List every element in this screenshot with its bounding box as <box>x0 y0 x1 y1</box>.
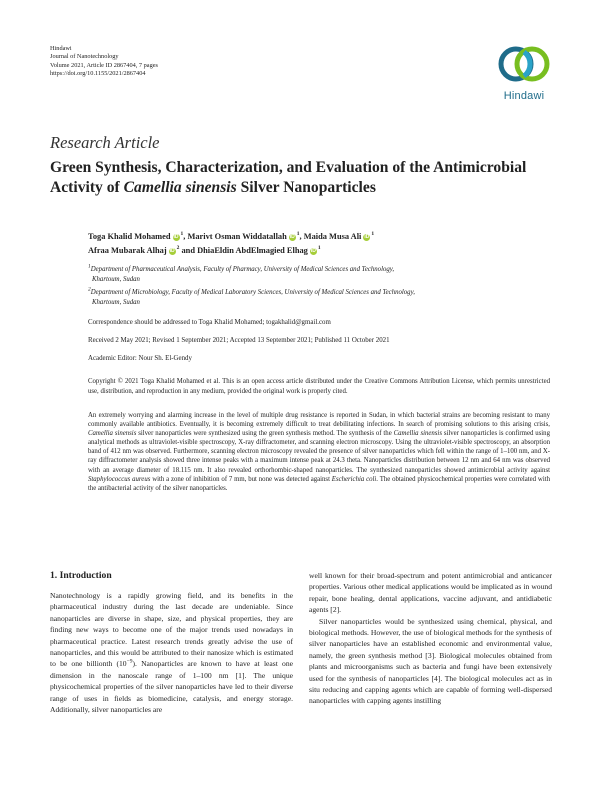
author-name[interactable]: Marivt Osman Widdatallah <box>187 232 287 241</box>
body-text: ). Nanoparticles are known to have at least one dimension in the nanoscale range of 1–100 nm [1]. The unique physicochemical properties of the silver nanoparticles have led to their diverse range of uses in fields as biomedicine, catalysis, and energy storage. Additionally, silver nanoparticles are <box>50 659 294 715</box>
affiliation-number: 1 <box>88 263 91 270</box>
journal-name: Journal of Nanotechnology <box>50 53 119 61</box>
title-italic-species: Camellia sinensis <box>123 179 237 196</box>
body-text: Nanotechnology is a rapidly growing field, and its benefits in the pharmaceutical industry during the last decade are undeniable. Since nanoparticles are diverse in shape, size, and physical properties, they are finding new ways to become one of the major trends used nowadays in pharmaceutical practice. Latest research trends greatly advise the use of nanoparticles, and this would be attributed to their nanosize which is estimated to be one billionth (10 <box>50 591 293 669</box>
article-dates: Received 2 May 2021; Revised 1 September 2021; Accepted 13 September 2021; Published 11 October 2021 <box>88 337 390 344</box>
author-name[interactable]: Toga Khalid Mohamed <box>88 232 171 241</box>
copyright-notice: Copyright © 2021 Toga Khalid Mohamed et al. This is an open access article distributed under the Creative Commons Attribution License, which permits unrestricted use, distribution, and reproduction in any medium, provided the original work is properly cited. <box>88 378 550 395</box>
abstract-species: Staphylococcus aureus <box>88 475 151 483</box>
orcid-icon[interactable]: iD <box>173 233 179 240</box>
orcid-icon[interactable]: iD <box>364 233 370 240</box>
affiliation-number: 2 <box>88 286 91 293</box>
affiliation-line: Department of Pharmaceutical Analysis, Faculty of Pharmacy, University of Medical Sciences and Technology, <box>90 266 395 273</box>
affiliation-location: Khartoum, Sudan <box>92 298 140 306</box>
abstract <box>88 411 550 493</box>
abstract-text: . The obtained physicochemical properties were correlated with the antibacterial activity of the silver nanoparticles. <box>88 475 551 492</box>
body-column-right <box>309 570 552 707</box>
orcid-icon[interactable]: iD <box>310 247 316 254</box>
correspondence: Correspondence should be addressed to Toga Khalid Mohamed; togakhalid@gmail.com <box>88 319 331 326</box>
abstract-species: Escherichia coli <box>331 475 377 483</box>
author-list <box>88 230 558 258</box>
title-part-1: Green Synthesis, Characterization, and Evaluation of the Antimicrobial Activity of <box>50 159 527 196</box>
affiliation-location: Khartoum, Sudan <box>92 275 140 283</box>
abstract-species: Camellia sinensis <box>393 430 442 438</box>
abstract-text: silver nanoparticles is confirmed using analytical methods as ultraviolet-visible spectroscopy, X-ray diffractometer, and scanning electron microscopy. Using the ultraviolet-visible spectroscopy, an absorption band of 412 nm was observed. Furthermore, scanning electron microscopy revealed the presence of silver nanoparticles which fell within the range of 1–100 nm, and X-ray diffractometer analysis showed three intense peaks with a maximum intense peak at 24.3 theta. Nanoparticles distribution between 12 nm and 64 nm was observed with an average diameter of 18.115 nm. It also revealed orthorhombic-shaped nanoparticles. The synthesized nanoparticles showed antimicrobial activity against <box>88 430 550 474</box>
author-sep: , <box>183 232 186 241</box>
abstract-text: An extremely worrying and alarming increase in the level of multiple drug resistance is reported in Sudan, in which bacterial strains are becoming resistant to many commonly available antibiotics. Eventually, it is becoming extremely difficult to treat debilitating infections. In search of promising solutions to this arising crisis, <box>88 412 550 429</box>
section-heading-introduction: 1. Introduction <box>50 570 112 581</box>
academic-editor: Academic Editor: Nour Sh. El-Gendy <box>88 355 192 362</box>
exponent: −9 <box>126 658 133 665</box>
journal-meta <box>50 45 158 79</box>
author-sep: and <box>179 246 195 255</box>
publisher-name: Hindawi <box>50 45 72 52</box>
body-column-left <box>50 590 293 715</box>
title-part-2: Silver Nanoparticles <box>236 179 376 196</box>
author-name[interactable]: DhiaEldin AbdElmagied Elhag <box>197 246 308 255</box>
author-affil-sup: 1 <box>180 231 184 238</box>
article-type: Research Article <box>50 133 160 152</box>
article-title <box>50 158 550 198</box>
logo-ring-overlap <box>524 52 530 76</box>
author-affil-sup: 1 <box>317 245 321 252</box>
abstract-species: Camellia sinensis <box>88 430 137 438</box>
author-affil-sup: 2 <box>176 245 180 252</box>
affiliation-line: Department of Microbiology, Faculty of Medical Laboratory Sciences, University of Medical Sciences and Technology, <box>90 289 415 296</box>
hindawi-logo-text: Hindawi <box>503 90 545 102</box>
body-paragraph <box>50 590 293 715</box>
author-name[interactable]: Afraa Mubarak Alhaj <box>88 246 167 255</box>
author-name[interactable]: Maida Musa Ali <box>303 232 362 241</box>
orcid-icon[interactable]: iD <box>169 247 175 254</box>
volume-info: Volume 2021, Article ID 2867404, 7 pages <box>50 61 158 69</box>
author-affil-sup: 1 <box>371 231 375 238</box>
author-sep: , <box>299 232 302 241</box>
abstract-text: with a zone of inhibition of 7 mm, but none was detected against <box>150 475 332 483</box>
affiliation-1 <box>88 265 528 285</box>
affiliation-2 <box>88 288 528 308</box>
orcid-icon[interactable]: iD <box>289 233 295 240</box>
abstract-text: silver nanoparticles were synthesized using the green synthesis method. The synthesis of the <box>136 430 394 438</box>
author-affil-sup: 1 <box>296 231 300 238</box>
body-paragraph: well known for their broad-spectrum and potent antimicrobial and anticancer properties. Various other medical applications would be implicated as in wound repair, bone healing, dental applications, vaccine adjuvant, and antidiabetic agents [2]. <box>309 571 552 615</box>
doi-link[interactable]: https://doi.org/10.1155/2021/2867404 <box>50 70 146 78</box>
body-paragraph: Silver nanoparticles would be synthesized using chemical, physical, and biological methods. However, the use of biological methods for the synthesis of silver nanoparticles have an established economic and environmental value, namely, the green synthesis method [3]. Biological molecules obtained from plants and microorganisms such as bacteria and fungi have been extensively used for the synthesis of nanoparticles [4]. The biological molecules act as in situ reducing and capping agents which are capable of forming well-dispersed nanoparticles with capping agents instilling <box>309 616 552 706</box>
